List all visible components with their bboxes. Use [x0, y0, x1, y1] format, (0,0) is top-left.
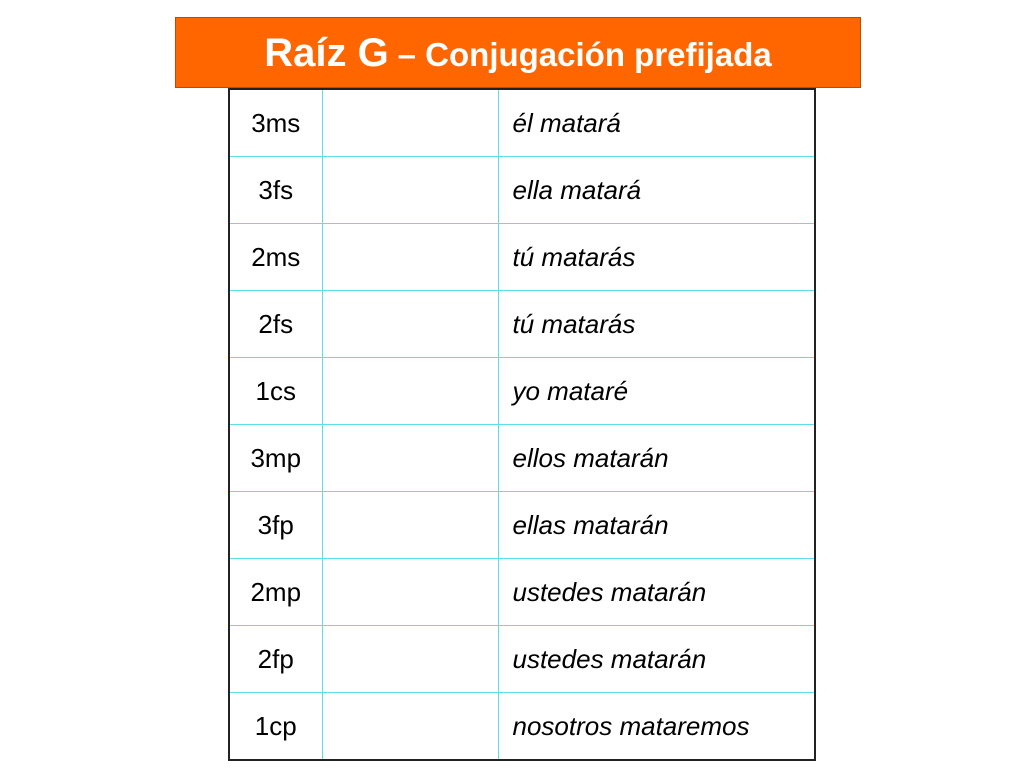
translation-cell: ella matará — [498, 157, 815, 224]
title-subtitle: – Conjugación prefijada — [397, 35, 772, 73]
person-cell: 3fp — [229, 492, 322, 559]
person-cell: 1cs — [229, 358, 322, 425]
table-row — [229, 291, 815, 358]
slide-title — [264, 30, 772, 75]
blank-cell — [322, 492, 498, 559]
table-row — [229, 425, 815, 492]
table-row — [229, 89, 815, 157]
person-cell: 3mp — [229, 425, 322, 492]
translation-cell: tú matarás — [498, 224, 815, 291]
table-row — [229, 693, 815, 761]
blank-cell — [322, 358, 498, 425]
table-row — [229, 358, 815, 425]
blank-cell — [322, 224, 498, 291]
translation-cell: yo mataré — [498, 358, 815, 425]
translation-cell: ustedes matarán — [498, 626, 815, 693]
blank-cell — [322, 291, 498, 358]
translation-cell: ellas matarán — [498, 492, 815, 559]
blank-cell — [322, 425, 498, 492]
blank-cell — [322, 693, 498, 761]
table-row — [229, 559, 815, 626]
person-cell: 1cp — [229, 693, 322, 761]
blank-cell — [322, 157, 498, 224]
blank-cell — [322, 559, 498, 626]
translation-cell: nosotros mataremos — [498, 693, 815, 761]
blank-cell — [322, 89, 498, 157]
translation-cell: tú matarás — [498, 291, 815, 358]
translation-cell: ellos matarán — [498, 425, 815, 492]
person-cell: 2ms — [229, 224, 322, 291]
person-cell: 3fs — [229, 157, 322, 224]
translation-cell: él matará — [498, 89, 815, 157]
table-row — [229, 157, 815, 224]
title-banner — [175, 17, 861, 88]
table-row — [229, 224, 815, 291]
table-row — [229, 492, 815, 559]
table-row — [229, 626, 815, 693]
person-cell: 2fs — [229, 291, 322, 358]
person-cell: 2fp — [229, 626, 322, 693]
person-cell: 2mp — [229, 559, 322, 626]
blank-cell — [322, 626, 498, 693]
title-main: Raíz G — [264, 30, 389, 75]
person-cell: 3ms — [229, 89, 322, 157]
conjugation-table — [228, 88, 816, 761]
translation-cell: ustedes matarán — [498, 559, 815, 626]
